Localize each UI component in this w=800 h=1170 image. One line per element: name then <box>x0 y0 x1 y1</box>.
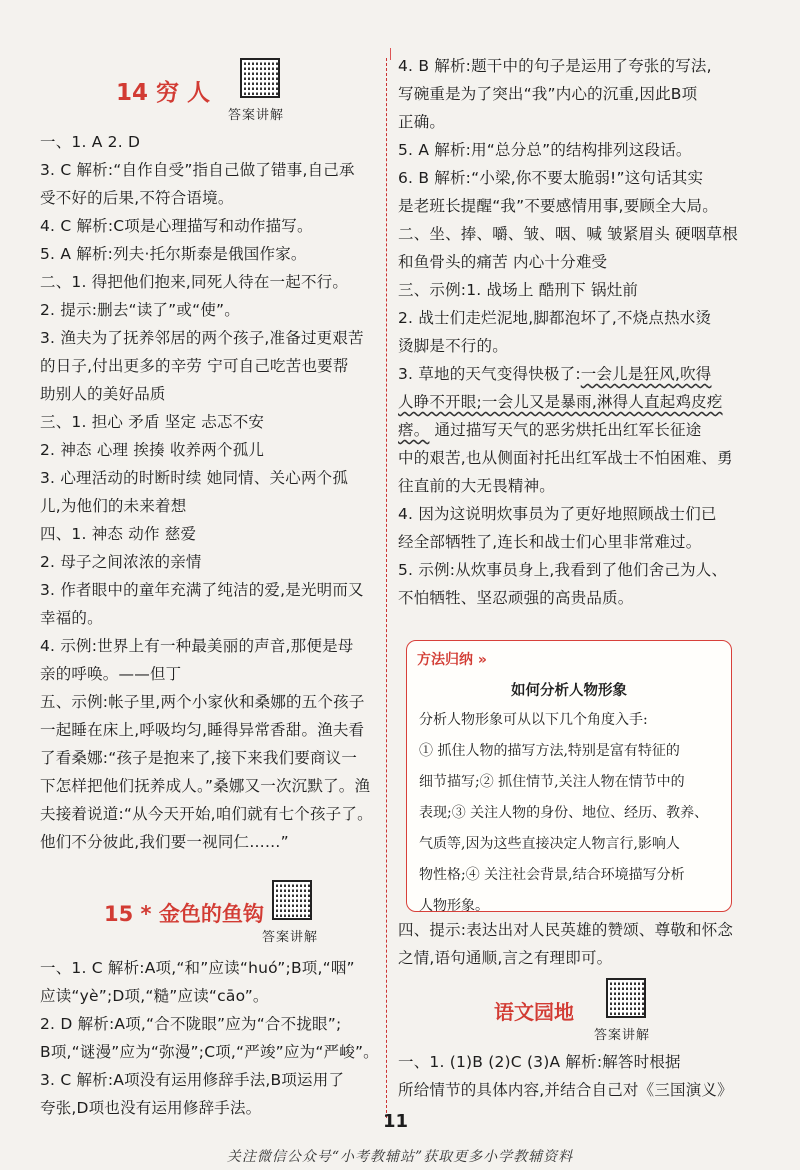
lesson-15-title: 15 * 金色的鱼钩 <box>104 902 264 926</box>
answer-line: 细节描写;② 抓住情节,关注人物在情节中的 <box>419 774 685 790</box>
lesson-15-answers-more <box>398 444 743 612</box>
answer-line: 3. C 解析:A项没有运用修辞手法,B项运用了 <box>40 1071 345 1089</box>
answer-line: 6. B 解析:“小梁,你不要太脆弱!”这句话其实 <box>398 169 704 187</box>
page-number: 11 <box>383 1111 409 1132</box>
answer-line: 三、示例:1. 战场上 酷刑下 锅灶前 <box>398 281 639 299</box>
answer-line: 了看桑娜:“孩子是抱来了,接下来我们要商议一 <box>40 749 358 767</box>
answer-line: 写碗重是为了突出“我”内心的沉重,因此B项 <box>398 85 698 103</box>
answer-line: 之情,语句通顺,言之有理即可。 <box>398 949 613 967</box>
answer-line: 一、1. C 解析:A项,“和”应读“huó”;B项,“咽” <box>40 959 355 977</box>
answer-line: 3. 渔夫为了抚养邻居的两个孩子,准备过更艰苦 <box>40 329 364 347</box>
answer-line: 2. 母子之间浓浓的亲情 <box>40 553 202 571</box>
answer-line: 幸福的。 <box>40 609 103 627</box>
wavy-underlined-text: 人睁不开眼;一会儿又是暴雨,淋得人直起鸡皮疙 <box>398 393 723 411</box>
answer-line: 他们不分彼此,我们要一视同仁……” <box>40 833 289 851</box>
answer-line: 人物形象。 <box>419 898 489 914</box>
answer-line: B项,“谜漫”应为“弥漫”;C项,“严竣”应为“严峻”。 <box>40 1043 379 1061</box>
answer-line: 三、1. 担心 矛盾 坚定 忐忑不安 <box>40 413 265 431</box>
answer-line: 二、1. 得把他们抱来,同死人待在一起不行。 <box>40 273 349 291</box>
answer-line: ① 抓住人物的描写方法,特别是富有特征的 <box>419 743 680 759</box>
answer-line: 分析人物形象可从以下几个角度入手: <box>419 712 648 728</box>
answer-line: 经全部牺牲了,连长和战士们心里非常难过。 <box>398 533 702 551</box>
answer-line: 夸张,D项也没有运用修辞手法。 <box>40 1099 262 1117</box>
lesson-14-answers <box>40 128 380 856</box>
answer-line: 瘩。 通过描写天气的恶劣烘托出红军长征途 <box>398 421 702 439</box>
answer-line: 5. A 解析:列夫·托尔斯泰是俄国作家。 <box>40 245 307 263</box>
method-body <box>419 705 723 922</box>
answer-line: 儿,为他们的未来着想 <box>40 497 187 515</box>
answer-line: 中的艰苦,也从侧面衬托出红军战士不怕困难、勇 <box>398 449 733 467</box>
lesson-14-header <box>40 40 380 128</box>
footer-note: 关注微信公众号“小考教辅站”获取更多小学教辅资料 <box>226 1149 574 1165</box>
column-divider <box>386 58 387 1118</box>
yuwen-title: 语文园地 <box>494 1000 574 1024</box>
lesson-15-answers-end <box>398 916 743 972</box>
answer-line: 2. 战士们走烂泥地,脚都泡坏了,不烧点热水烫 <box>398 309 712 327</box>
answer-line: 3. C 解析:“自作自受”指自己做了错事,自己承 <box>40 161 355 179</box>
answer-line: 不怕牺牲、坚忍顽强的高贵品质。 <box>398 589 634 607</box>
wavy-underlined-text: 一会儿是狂风,吹得 <box>580 365 712 383</box>
qr-code-icon[interactable] <box>606 978 646 1018</box>
answer-line: 2. 神态 心理 挨揍 收养两个孤儿 <box>40 441 265 459</box>
qr-answer-label: 答案讲解 <box>228 108 285 123</box>
yuwen-header <box>398 972 743 1048</box>
left-column <box>40 40 380 1122</box>
answer-line: 3. 作者眼中的童年充满了纯洁的爱,是光明而又 <box>40 581 364 599</box>
answer-line: 正确。 <box>398 113 446 131</box>
method-summary-box <box>406 640 732 912</box>
qr-code-icon[interactable] <box>272 880 312 920</box>
lesson-14-title: 14 穷 人 <box>116 80 211 106</box>
answer-line: 五、示例:帐子里,两个小家伙和桑娜的五个孩子 <box>40 693 365 711</box>
qr-code-icon[interactable] <box>240 58 280 98</box>
answer-line: 4. 示例:世界上有一种最美丽的声音,那便是母 <box>40 637 354 655</box>
qr-answer-label: 答案讲解 <box>594 1028 651 1043</box>
right-column-bottom <box>398 916 743 1104</box>
answer-line: 夫接着说道:“从今天开始,咱们就有七个孩子了。 <box>40 805 373 823</box>
answer-line: 四、提示:表达出对人民英雄的赞颂、尊敬和怀念 <box>398 921 734 939</box>
answer-line: 的日子,付出更多的辛劳 宁可自己吃苦也要帮 <box>40 357 349 375</box>
answer-line: 受不好的后果,不符合语境。 <box>40 189 234 207</box>
answer-line: 物性格;④ 关注社会背景,结合环境描写分析 <box>419 867 685 883</box>
answer-line: 所给情节的具体内容,并结合自己对《三国演义》 <box>398 1081 733 1099</box>
method-tag: 方法归纳 » <box>417 652 487 668</box>
answer-line: 表现;③ 关注人物的身份、地位、经历、教养、 <box>419 805 709 821</box>
answer-line: 一、1. (1)B (2)C (3)A 解析:解答时根据 <box>398 1053 681 1071</box>
answer-line: 下怎样把他们抚养成人。”桑娜又一次沉默了。渔 <box>40 777 371 795</box>
answer-line: 3. 草地的天气变得快极了:一会儿是狂风,吹得 <box>398 365 712 383</box>
answer-line: 往直前的大无畏精神。 <box>398 477 556 495</box>
answer-line: 助别人的美好品质 <box>40 385 166 403</box>
answer-line: 和鱼骨头的痛苦 内心十分难受 <box>398 253 608 271</box>
column-top-mark <box>390 48 395 60</box>
answer-line: 2. 提示:删去“读了”或“使”。 <box>40 301 240 319</box>
method-title: 如何分析人物形象 <box>511 683 627 699</box>
qr-answer-label: 答案讲解 <box>262 930 319 945</box>
answer-line: 是老班长提醒“我”不要感情用事,要顾全大局。 <box>398 197 718 215</box>
answer-line: 4. B 解析:题干中的句子是运用了夸张的写法, <box>398 57 712 75</box>
yuwen-answers <box>398 1048 743 1104</box>
answer-line: 2. D 解析:A项,“合不陇眼”应为“合不拢眼”; <box>40 1015 342 1033</box>
lesson-15-answers <box>40 954 380 1122</box>
answer-line: 四、1. 神态 动作 慈爱 <box>40 525 197 543</box>
answer-line: 3. 心理活动的时断时续 她同情、关心两个孤 <box>40 469 349 487</box>
answer-line <box>398 388 743 416</box>
answer-line: 烫脚是不行的。 <box>398 337 508 355</box>
wavy-underlined-text: 瘩。 <box>398 421 430 439</box>
answer-line: 一起睡在床上,呼吸均匀,睡得异常香甜。渔夫看 <box>40 721 365 739</box>
answer-line: 一、1. A 2. D <box>40 133 141 151</box>
answer-line: 二、坐、捧、嚼、皱、咽、喊 皱紧眉头 硬咽草根 <box>398 225 738 243</box>
answer-line: 5. A 解析:用“总分总”的结构排列这段话。 <box>398 141 692 159</box>
lesson-15-answers-cont <box>398 52 743 360</box>
answer-line: 应读“yè”;D项,“糙”应读“cāo”。 <box>40 987 269 1005</box>
answer-line: 气质等,因为这些直接决定人物言行,影响人 <box>419 836 680 852</box>
right-column <box>398 40 743 612</box>
answer-line: 4. 因为这说明炊事员为了更好地照顾战士们已 <box>398 505 717 523</box>
lesson-15-header <box>40 856 380 954</box>
answer-line: 4. C 解析:C项是心理描写和动作描写。 <box>40 217 313 235</box>
answer-line: 亲的呼唤。——但丁 <box>40 665 182 683</box>
answer-line: 5. 示例:从炊事员身上,我看到了他们舍己为人、 <box>398 561 728 579</box>
